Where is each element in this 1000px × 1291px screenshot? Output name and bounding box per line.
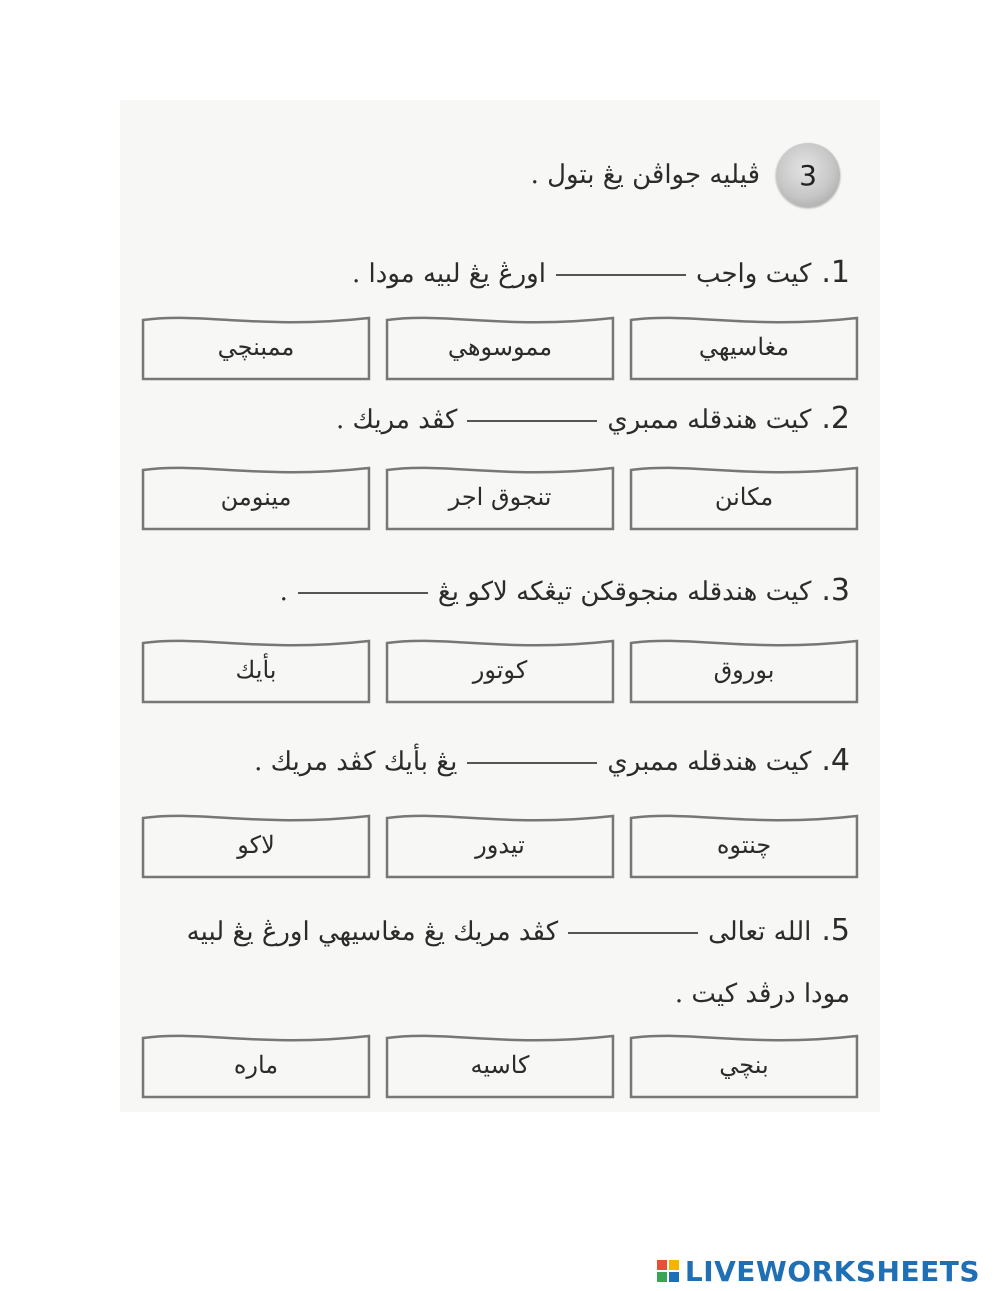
option-card[interactable] bbox=[140, 810, 372, 880]
option-card[interactable] bbox=[628, 635, 860, 705]
option-label: مموسوهي bbox=[447, 333, 553, 361]
options-row-2 bbox=[140, 462, 860, 532]
question-number: 1. bbox=[821, 255, 850, 290]
option-label: بوروق bbox=[713, 656, 775, 684]
option-card[interactable] bbox=[628, 312, 860, 382]
question-text-before: كيت هندقله ممبري bbox=[607, 747, 812, 777]
liveworksheets-logo-icon bbox=[657, 1260, 679, 1282]
question-text-before: كيت واجب bbox=[695, 259, 812, 289]
question-number: 4. bbox=[821, 743, 850, 778]
option-card[interactable] bbox=[628, 1030, 860, 1100]
question-4 bbox=[254, 730, 850, 793]
question-5 bbox=[160, 900, 850, 1025]
option-card[interactable] bbox=[384, 1030, 616, 1100]
question-text-after: كڤد مريك . bbox=[335, 405, 458, 435]
logo-text: LIVEWORKSHEETS bbox=[684, 1254, 980, 1288]
option-label: بنچي bbox=[719, 1051, 769, 1079]
option-card[interactable] bbox=[140, 635, 372, 705]
question-2 bbox=[336, 388, 850, 451]
option-label: مكانن bbox=[714, 483, 774, 511]
answer-blank[interactable] bbox=[467, 762, 597, 764]
exercise-title: ڤيليه جواڤن يڠ بتول . bbox=[530, 160, 760, 190]
option-label: كاسيه bbox=[470, 1051, 530, 1079]
option-card[interactable] bbox=[140, 312, 372, 382]
option-label: ماره bbox=[233, 1051, 279, 1079]
options-row-4 bbox=[140, 810, 860, 880]
options-row-5 bbox=[140, 1030, 860, 1100]
question-number: 5. bbox=[821, 913, 850, 948]
question-1 bbox=[352, 242, 850, 305]
options-row-3 bbox=[140, 635, 860, 705]
question-number: 3. bbox=[821, 573, 850, 608]
option-card[interactable] bbox=[384, 312, 616, 382]
question-text-after: اورڠ يڠ لبيه مودا . bbox=[351, 259, 546, 289]
option-card[interactable] bbox=[384, 635, 616, 705]
option-label: بأيك bbox=[235, 656, 277, 684]
answer-blank[interactable] bbox=[298, 592, 428, 594]
question-number: 2. bbox=[821, 401, 850, 436]
option-card[interactable] bbox=[384, 810, 616, 880]
option-label: تنجوق اجر bbox=[448, 483, 552, 511]
question-text-after: يڠ بأيك كڤد مريك . bbox=[254, 747, 458, 777]
option-card[interactable] bbox=[628, 810, 860, 880]
question-text-after: كڤد مريك يڠ مغاسيهي اورڠ يڠ لبيه مودا درڤد كيت . bbox=[186, 917, 850, 1009]
option-label: كوتور bbox=[472, 656, 528, 684]
answer-blank[interactable] bbox=[467, 420, 597, 422]
option-card[interactable] bbox=[140, 462, 372, 532]
answer-blank[interactable] bbox=[568, 932, 698, 934]
liveworksheets-logo[interactable] bbox=[657, 1255, 980, 1287]
question-text-before: الله تعالى bbox=[708, 917, 812, 947]
option-label: مينومن bbox=[220, 483, 292, 511]
exercise-header bbox=[500, 140, 840, 210]
option-label: ممبنچي bbox=[217, 333, 295, 361]
answer-blank[interactable] bbox=[556, 274, 686, 276]
option-label: لاكو bbox=[237, 831, 275, 859]
question-text-before: كيت هندقله منجوقكن تيڠكه لاكو يڠ bbox=[437, 577, 812, 607]
option-card[interactable] bbox=[384, 462, 616, 532]
exercise-number-badge: 3 bbox=[776, 143, 840, 207]
option-card[interactable] bbox=[628, 462, 860, 532]
option-card[interactable] bbox=[140, 1030, 372, 1100]
question-text-before: كيت هندقله ممبري bbox=[607, 405, 812, 435]
option-label: چنتوه bbox=[716, 831, 772, 859]
question-text-after: . bbox=[279, 577, 288, 607]
options-row-1 bbox=[140, 312, 860, 382]
option-label: تيدور bbox=[475, 831, 525, 859]
option-label: مغاسيهي bbox=[698, 333, 790, 361]
question-3 bbox=[280, 560, 850, 623]
